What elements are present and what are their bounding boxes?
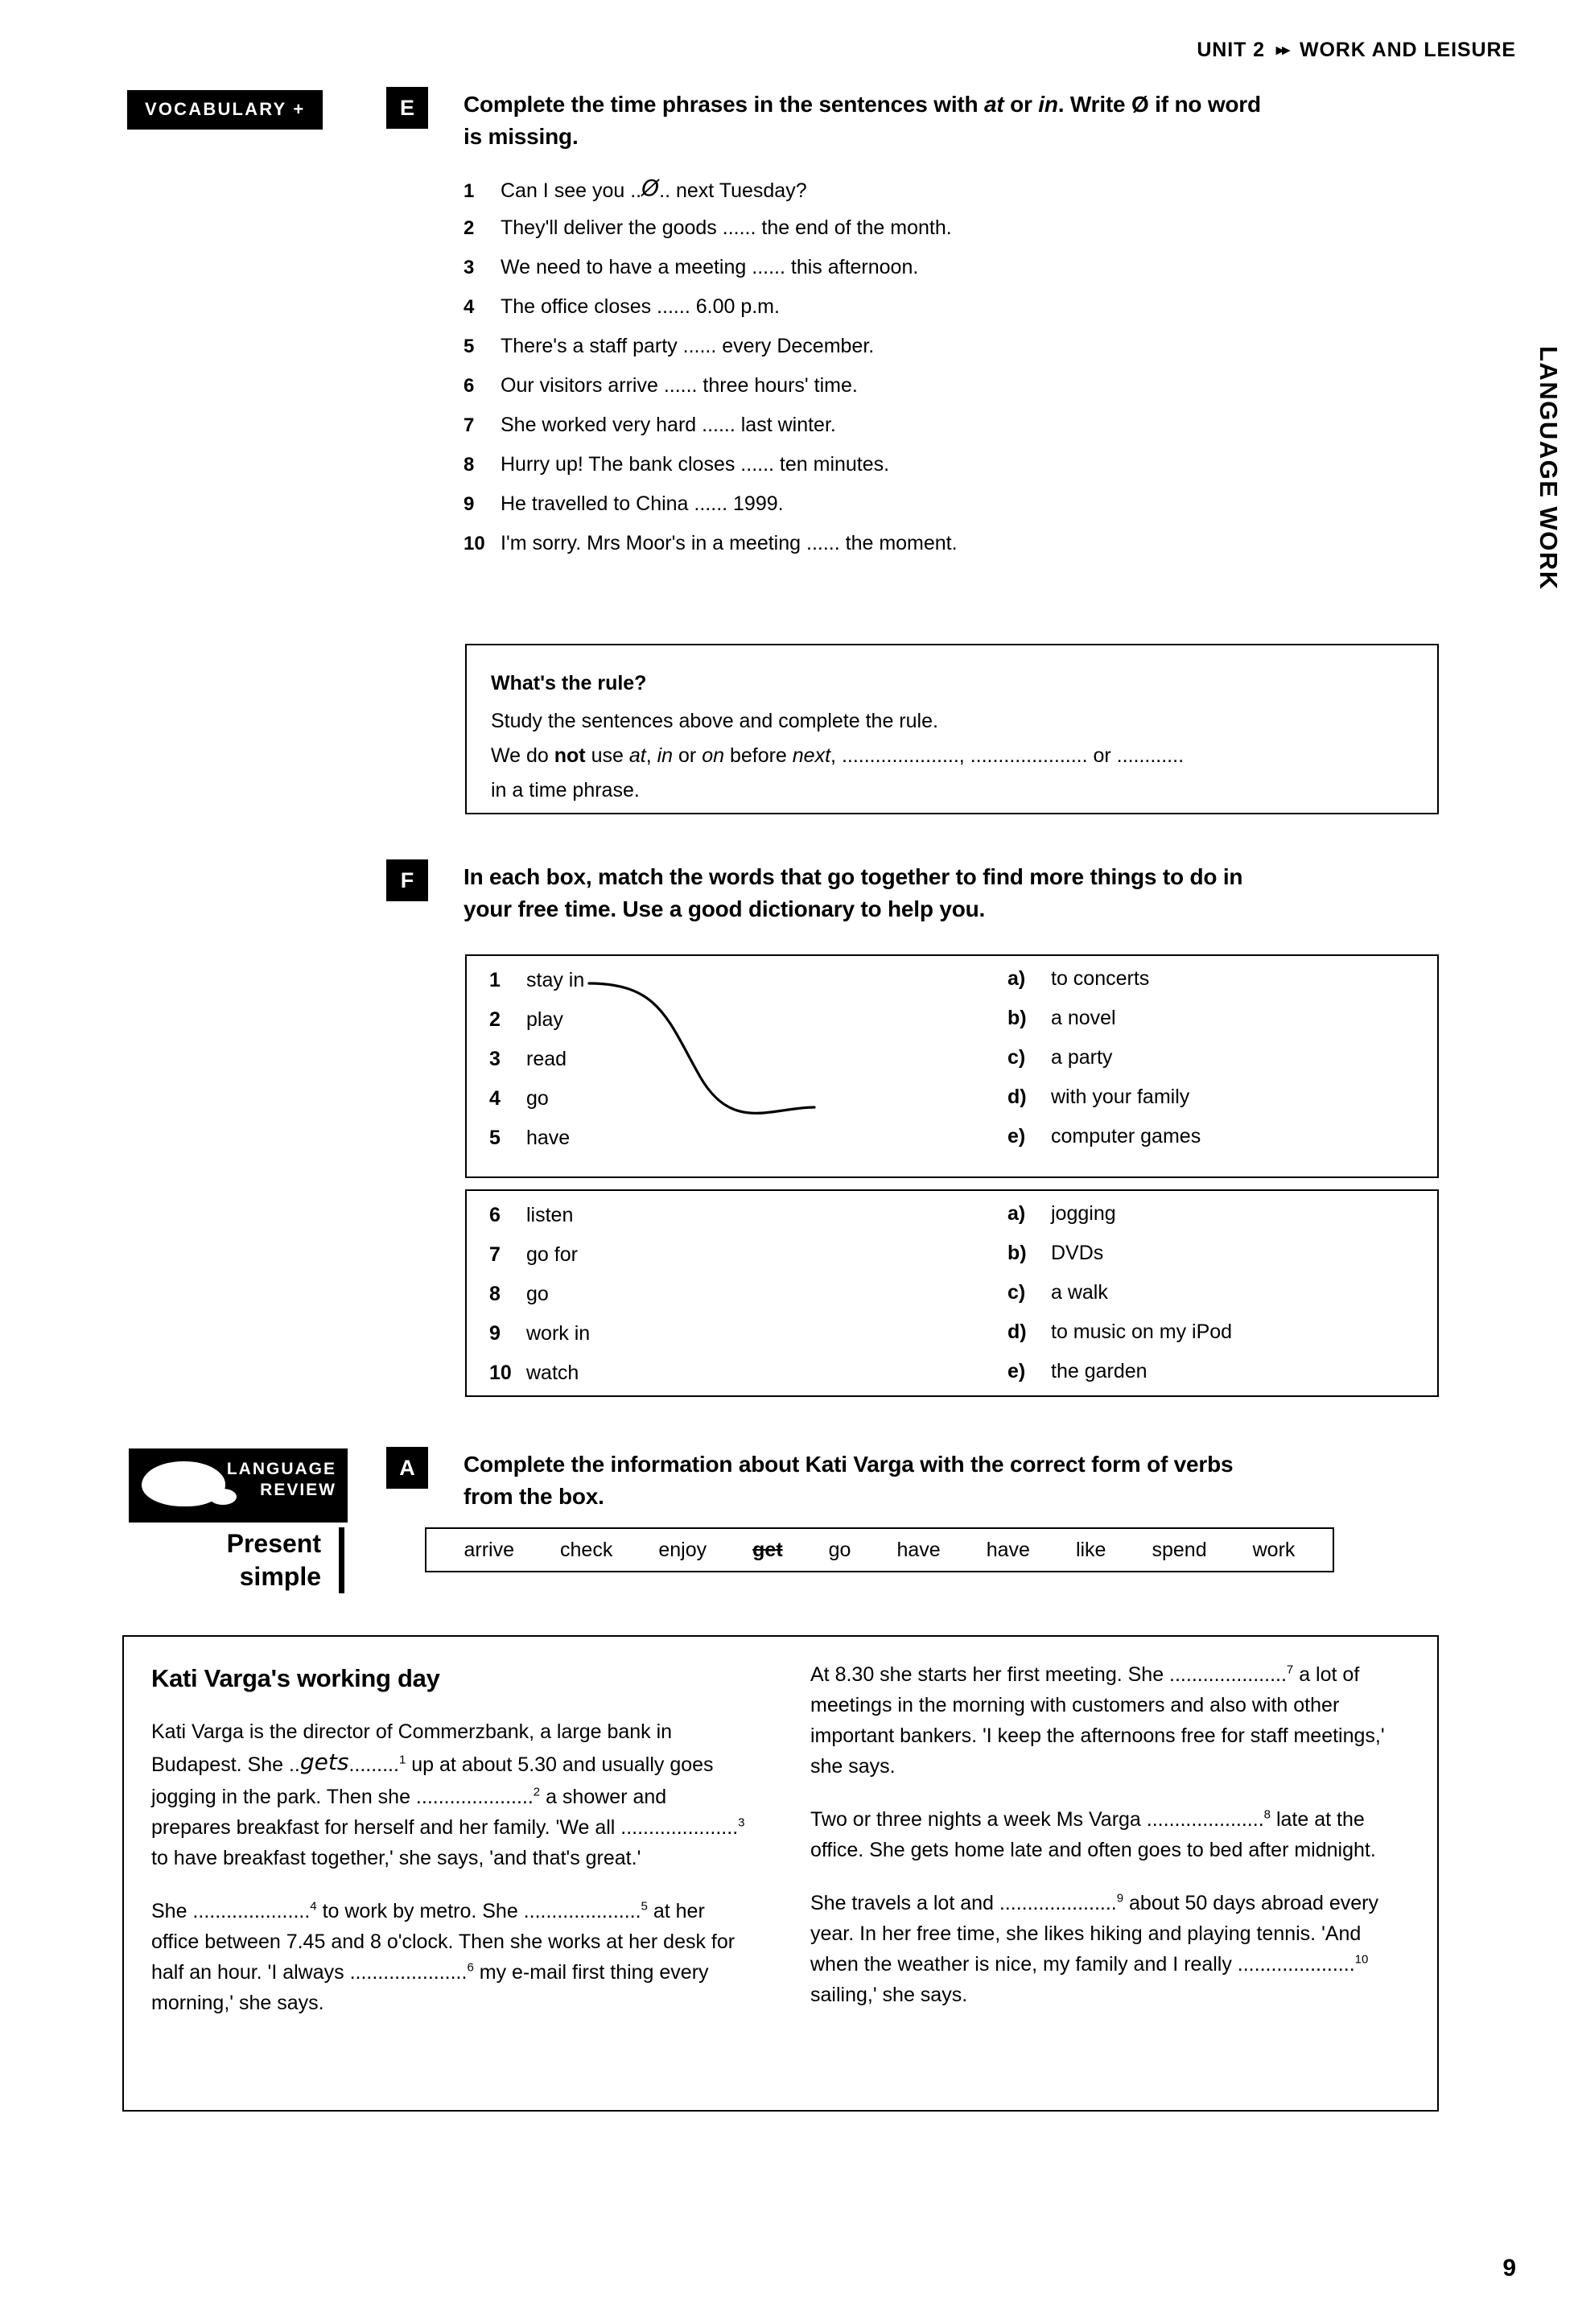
match-item[interactable]: [489, 1127, 827, 1151]
article-text: sailing,' she says.: [810, 1984, 968, 2006]
match-item-number: 10: [489, 1362, 512, 1384]
match-item[interactable]: [1007, 1281, 1410, 1305]
match-item[interactable]: [489, 1087, 827, 1111]
sentence-number: 4: [464, 296, 475, 318]
sentence-row: [464, 336, 1389, 367]
match-item[interactable]: [489, 969, 827, 993]
instr-e-part1: Complete the time phrases in the sentences with: [464, 92, 985, 117]
matching-box-2-right-column: [1007, 1202, 1410, 1399]
article-text: At 8.30 she starts her first meeting. She .....................: [810, 1663, 1287, 1686]
matching-box-2-left-column: [489, 1204, 827, 1401]
sentence-text[interactable]: [501, 415, 836, 435]
sentence-text[interactable]: [501, 175, 807, 202]
kati-varga-article-box: [122, 1635, 1439, 2112]
sentence-text[interactable]: [501, 494, 784, 514]
side-section-tab: [1518, 346, 1566, 668]
sentence-text[interactable]: [501, 534, 958, 554]
match-option-key: a): [1007, 967, 1026, 990]
rule-l2-at: at: [628, 744, 646, 767]
sentence-text-after: .. next Tuesday?: [659, 179, 807, 202]
header-title: WORK AND LEISURE: [1299, 39, 1516, 61]
match-item-label: have: [526, 1127, 571, 1149]
word-bank-item[interactable]: like: [1075, 1538, 1106, 1561]
article-right-column: [810, 1659, 1410, 2110]
rule-l2-c: ,: [645, 744, 657, 767]
rule-l2-in: in: [657, 744, 674, 767]
article-title: Kati Varga's working day: [151, 1664, 440, 1692]
sentence-text-before: There's a staff party: [501, 335, 683, 357]
article-text: a shower and prepares breakfast for herself and her family. 'We all .....................: [151, 1785, 739, 1839]
sentence-text[interactable]: [501, 258, 918, 278]
exercise-f-instruction: [464, 861, 1461, 925]
matching-box-1-right-column: [1007, 967, 1410, 1164]
gap-number: 6: [467, 1960, 474, 1975]
sentence-text-after: ...... this afternoon.: [752, 256, 919, 278]
word-bank-item-used[interactable]: get: [752, 1538, 783, 1561]
rule-box-line1: Study the sentences above and complete the rule.: [491, 710, 938, 732]
header-unit: UNIT 2: [1197, 39, 1265, 61]
lr-title-line2: simple: [239, 1561, 321, 1591]
exercise-e-instruction: [464, 89, 1453, 153]
page-number: 9: [1502, 2255, 1516, 2281]
match-item[interactable]: [1007, 1202, 1410, 1226]
match-item[interactable]: [489, 1204, 827, 1228]
vocabulary-badge-label: VOCABULARY +: [145, 99, 306, 119]
gap-number: 2: [533, 1785, 541, 1799]
match-item-label: go: [526, 1283, 549, 1305]
rule-l2-a: We do: [491, 744, 554, 767]
match-item[interactable]: [489, 1362, 827, 1386]
exercise-a-instruction: [464, 1448, 1461, 1513]
article-text: about 50 days abroad every year. In her free time, she likes hiking and playing tennis. 'And when the weather is nice, my family and I really .....................: [810, 1892, 1378, 1976]
article-text: to work by metro. She .....................: [316, 1899, 641, 1922]
article-text: Kati Varga is the director of Commerzbank, a large bank in Budapest. She ..: [151, 1720, 673, 1777]
gap-number: 3: [738, 1815, 745, 1830]
language-review-badge: [129, 1448, 348, 1523]
match-item-label: work in: [526, 1322, 591, 1345]
sentence-number: 3: [464, 257, 475, 278]
match-item-number: 5: [489, 1127, 501, 1149]
gap-number: 5: [641, 1899, 648, 1914]
gap-number: 8: [1263, 1807, 1271, 1822]
sentence-text-before: The office closes: [501, 295, 657, 318]
gap-number: 7: [1286, 1663, 1294, 1677]
match-option-key: b): [1007, 1242, 1027, 1264]
sentence-number: 2: [464, 217, 475, 239]
word-bank-item[interactable]: work: [1252, 1538, 1296, 1561]
article-left-column: [151, 1659, 751, 2110]
lr-badge-line2: REVIEW: [260, 1481, 336, 1500]
sentence-row: [464, 175, 1389, 209]
sentence-text-after: ...... the end of the month.: [722, 216, 952, 239]
match-item[interactable]: [1007, 1046, 1410, 1070]
rule-l2-e: before: [724, 744, 793, 767]
speech-bubble-icon: [142, 1461, 225, 1506]
match-item-label: to concerts: [1051, 967, 1150, 990]
match-item-label: computer games: [1051, 1125, 1201, 1148]
exercise-letter-a: [386, 1447, 428, 1489]
match-item-number: 6: [489, 1204, 501, 1226]
sentence-text-before: Hurry up! The bank closes: [501, 453, 741, 476]
side-tab-label: LANGUAGE WORK: [1535, 346, 1563, 591]
sentence-row: [464, 218, 1389, 249]
gap-number: 1: [398, 1753, 406, 1767]
instr-e-at: at: [984, 92, 1004, 117]
time-phrase-sentence-list: [464, 175, 1389, 573]
sentence-row: [464, 455, 1389, 485]
sentence-number: 1: [464, 180, 475, 202]
match-item-label: jogging: [1051, 1202, 1116, 1225]
instr-e-part2: . Write Ø if no word: [1057, 92, 1261, 117]
article-text: to have breakfast together,' she says, 'and that's great.': [151, 1846, 641, 1869]
sentence-text[interactable]: [501, 376, 858, 396]
rule-box-title: What's the rule?: [491, 672, 647, 694]
exercise-letter-f: [386, 859, 428, 901]
match-item-label: with your family: [1051, 1086, 1190, 1108]
match-item-number: 7: [489, 1243, 501, 1266]
sentence-text-before: Our visitors arrive: [501, 374, 664, 397]
match-item-label: to music on my iPod: [1051, 1321, 1233, 1343]
article-paragraph[interactable]: [810, 1888, 1410, 2010]
match-item-number: 9: [489, 1322, 501, 1345]
instr-e-line2: is missing.: [464, 123, 579, 149]
instr-f-line1: In each box, match the words that go together to find more things to do in: [464, 864, 1243, 889]
match-item-label: listen: [526, 1204, 574, 1226]
lr-title-line1: Present: [226, 1529, 321, 1558]
match-item[interactable]: [489, 1283, 827, 1307]
article-paragraph[interactable]: [810, 1659, 1410, 1782]
match-item[interactable]: [1007, 1125, 1410, 1149]
sentence-row: [464, 534, 1389, 564]
rule-l2-gap[interactable]: , ....................., ..................... or ............: [830, 744, 1185, 767]
word-bank-item[interactable]: go: [828, 1538, 851, 1561]
article-text: .........: [348, 1753, 399, 1777]
match-item-label: play: [526, 1008, 563, 1031]
rule-box-line3: in a time phrase.: [491, 779, 640, 801]
sentence-number: 7: [464, 414, 475, 436]
sentence-text[interactable]: [501, 455, 889, 475]
language-review-badge-text: [227, 1459, 336, 1502]
sentence-text-after: ...... three hours' time.: [663, 374, 858, 397]
word-bank-item[interactable]: have: [986, 1538, 1030, 1561]
sentence-row: [464, 297, 1389, 328]
match-item-label: a walk: [1051, 1281, 1108, 1304]
gap-number: 9: [1116, 1891, 1124, 1906]
match-item-label: a party: [1051, 1046, 1113, 1069]
match-item-number: 1: [489, 969, 501, 991]
sentence-row: [464, 415, 1389, 446]
sentence-text-after: ...... ten minutes.: [740, 453, 890, 476]
match-item[interactable]: [489, 1048, 827, 1072]
match-item[interactable]: [1007, 967, 1410, 991]
handwritten-answer: Ø: [641, 175, 660, 201]
article-text: up at about 5.30 and usually goes jogging in the park. Then she .....................: [151, 1753, 714, 1808]
match-item-label: DVDs: [1051, 1242, 1104, 1264]
match-item[interactable]: [1007, 1242, 1410, 1266]
match-item[interactable]: [489, 1322, 827, 1346]
exercise-letter-f-label: F: [400, 867, 414, 892]
exercise-letter-e: [386, 87, 428, 129]
lr-badge-line1: LANGUAGE: [226, 1460, 336, 1478]
sentence-text[interactable]: [501, 218, 952, 238]
instr-a-line1: Complete the information about Kati Varga with the correct form of verbs: [464, 1452, 1234, 1477]
word-bank-item[interactable]: spend: [1152, 1538, 1207, 1561]
rule-l2-not: not: [554, 744, 586, 767]
sentence-text-before: She worked very hard: [501, 414, 703, 436]
sentence-text-after: ...... 1999.: [694, 492, 784, 515]
verb-word-bank-list: [426, 1529, 1333, 1571]
whats-the-rule-box: [465, 644, 1439, 814]
match-option-key: d): [1007, 1086, 1027, 1108]
match-item[interactable]: [489, 1008, 827, 1032]
rule-l2-d: or: [673, 744, 703, 767]
sentence-number: 5: [464, 336, 475, 357]
sentence-text-before: He travelled to China: [501, 492, 694, 515]
word-bank-item[interactable]: check: [560, 1538, 613, 1561]
running-header: [1197, 39, 1516, 62]
match-option-key: c): [1007, 1046, 1026, 1069]
article-text: at her office between 7.45 and 8 o'clock. Then she works at her desk for half an hour. 'I always .....................: [151, 1899, 735, 1984]
matching-box-1: [465, 954, 1439, 1178]
word-bank-item[interactable]: enjoy: [658, 1538, 707, 1561]
match-item-label: a novel: [1051, 1007, 1116, 1029]
language-review-title: [129, 1527, 344, 1593]
verb-word-bank: [425, 1527, 1334, 1572]
sentence-number: 8: [464, 454, 475, 476]
instr-e-in: in: [1038, 92, 1058, 117]
article-text: She travels a lot and .....................: [810, 1892, 1117, 1914]
article-text: Two or three nights a week Ms Varga .....................: [810, 1808, 1264, 1831]
vocabulary-badge: [127, 90, 323, 130]
sentence-text[interactable]: [501, 336, 874, 356]
match-item-number: 4: [489, 1087, 501, 1110]
match-item-number: 3: [489, 1048, 501, 1070]
header-arrows-icon: ▸▸: [1275, 42, 1288, 59]
article-text: She .....................: [151, 1899, 311, 1922]
match-option-key: a): [1007, 1202, 1026, 1225]
sentence-text-after: ...... every December.: [682, 335, 875, 357]
match-item-label: go: [526, 1087, 549, 1110]
sentence-text-after: ...... the moment.: [806, 532, 958, 554]
matching-box-2: [465, 1189, 1439, 1397]
sentence-number: 10: [464, 533, 485, 554]
match-option-key: e): [1007, 1125, 1026, 1148]
match-item-label: go for: [526, 1243, 578, 1266]
match-item-label: the garden: [1051, 1360, 1148, 1382]
gap-number: 10: [1354, 1952, 1369, 1967]
article-paragraph[interactable]: [151, 1896, 751, 2018]
article-text: a lot of meetings in the morning with customers and also with other important bankers. 'I keep the afternoons free for staff meetings,' she says.: [810, 1663, 1385, 1778]
handwritten-answer: gets: [299, 1749, 349, 1776]
sentence-text-after: ...... last winter.: [702, 414, 836, 436]
article-text: late at the office. She gets home late and often goes to bed after midnight.: [810, 1808, 1376, 1861]
match-item[interactable]: [1007, 1086, 1410, 1110]
match-item-number: 8: [489, 1283, 501, 1305]
instr-a-line2: from the box.: [464, 1483, 604, 1509]
match-item[interactable]: [489, 1243, 827, 1267]
match-item-label: stay in: [526, 969, 585, 991]
word-bank-item[interactable]: have: [896, 1538, 941, 1561]
sentence-text[interactable]: [501, 297, 780, 317]
match-item[interactable]: [1007, 1007, 1410, 1031]
match-option-key: b): [1007, 1007, 1027, 1029]
instr-f-line2: your free time. Use a good dictionary to help you.: [464, 896, 986, 921]
sentence-row: [464, 494, 1389, 525]
match-option-key: e): [1007, 1360, 1026, 1382]
rule-l2-on: on: [702, 744, 724, 767]
rule-l2-b: use: [585, 744, 629, 767]
sentence-text-before: I'm sorry. Mrs Moor's in a meeting: [501, 532, 806, 554]
article-paragraph[interactable]: [151, 1716, 751, 1873]
sentence-row: [464, 376, 1389, 406]
instr-e-or: or: [1003, 92, 1039, 117]
sentence-text-before: They'll deliver the goods: [501, 216, 723, 239]
exercise-letter-a-label: A: [399, 1455, 415, 1480]
match-item-label: read: [526, 1048, 567, 1070]
match-item-number: 2: [489, 1008, 501, 1031]
sentence-text-before: Can I see you ..: [501, 179, 642, 202]
match-item-label: watch: [526, 1362, 579, 1384]
match-item[interactable]: [1007, 1321, 1410, 1345]
rule-box-line2: [491, 739, 1413, 773]
matching-box-1-left-column: [489, 969, 827, 1166]
sentence-row: [464, 258, 1389, 288]
sentence-number: 6: [464, 375, 475, 397]
match-item[interactable]: [1007, 1360, 1410, 1384]
gap-number: 4: [310, 1899, 317, 1914]
word-bank-item[interactable]: arrive: [464, 1538, 515, 1561]
exercise-letter-e-label: E: [399, 95, 414, 120]
sentence-text-before: We need to have a meeting: [501, 256, 752, 278]
sentence-number: 9: [464, 493, 475, 515]
match-option-key: d): [1007, 1321, 1027, 1343]
article-paragraph[interactable]: [810, 1804, 1410, 1865]
sentence-text-after: ...... 6.00 p.m.: [657, 295, 780, 318]
match-option-key: c): [1007, 1281, 1026, 1304]
rule-l2-next: next: [792, 744, 831, 767]
article-text: my e-mail first thing every morning,' she says.: [151, 1960, 709, 2014]
